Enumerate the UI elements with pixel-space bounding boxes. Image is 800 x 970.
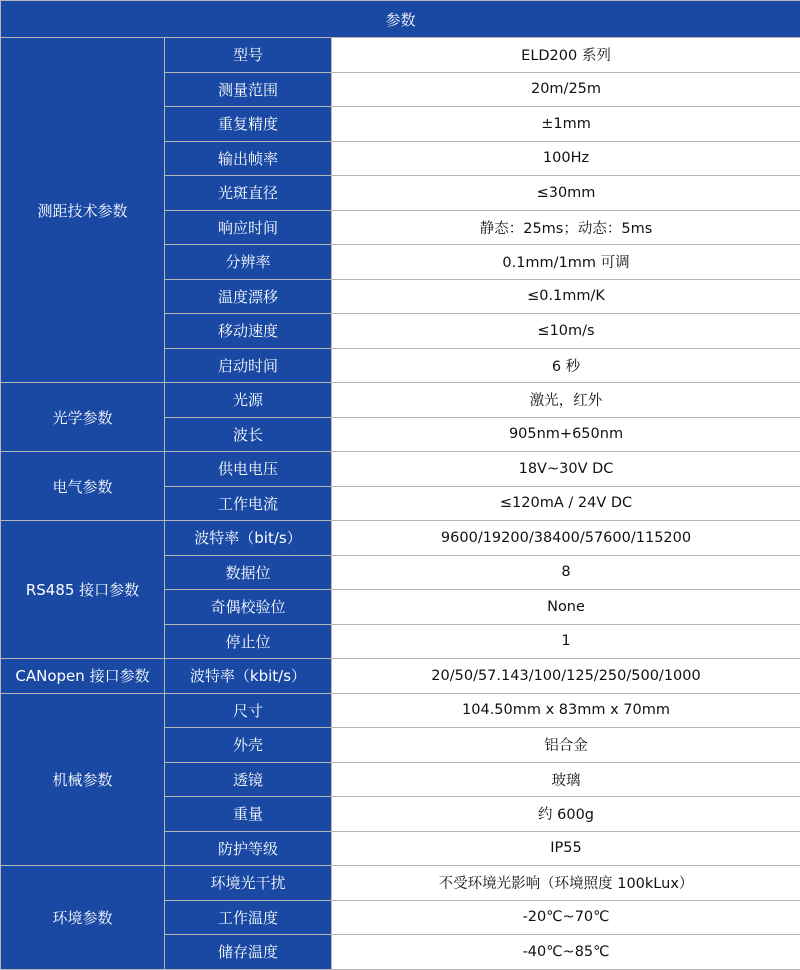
param-name: 重复精度 <box>165 107 332 142</box>
param-name: 波特率（kbit/s） <box>165 659 332 694</box>
group-label: 环境参数 <box>1 866 165 970</box>
param-value: ±1mm <box>332 107 800 142</box>
param-value: 8 <box>332 555 800 590</box>
param-value: 1 <box>332 624 800 659</box>
param-value: 静态：25ms；动态：5ms <box>332 210 800 245</box>
group-label: 测距技术参数 <box>1 38 165 383</box>
spec-table-body <box>1 38 800 970</box>
param-name: 工作温度 <box>165 900 332 935</box>
param-name: 环境光干扰 <box>165 866 332 901</box>
param-name: 温度漂移 <box>165 279 332 314</box>
param-name: 外壳 <box>165 728 332 763</box>
param-value: 铝合金 <box>332 728 800 763</box>
param-value: 激光，红外 <box>332 383 800 418</box>
param-value: 0.1mm/1mm 可调 <box>332 245 800 280</box>
group-label: 机械参数 <box>1 693 165 866</box>
param-name: 数据位 <box>165 555 332 590</box>
group-label: CANopen 接口参数 <box>1 659 165 694</box>
param-name: 输出帧率 <box>165 141 332 176</box>
param-name: 波特率（bit/s） <box>165 521 332 556</box>
param-value: 玻璃 <box>332 762 800 797</box>
param-value: 约 600g <box>332 797 800 832</box>
param-name: 尺寸 <box>165 693 332 728</box>
group-label: 电气参数 <box>1 452 165 521</box>
param-value: 18V~30V DC <box>332 452 800 487</box>
table-row <box>1 452 800 487</box>
param-value: 9600/19200/38400/57600/115200 <box>332 521 800 556</box>
param-value: 20/50/57.143/100/125/250/500/1000 <box>332 659 800 694</box>
param-name: 启动时间 <box>165 348 332 383</box>
param-name: 光斑直径 <box>165 176 332 211</box>
param-name: 储存温度 <box>165 935 332 970</box>
table-header: 参数 <box>1 1 800 38</box>
param-name: 测量范围 <box>165 72 332 107</box>
table-row <box>1 659 800 694</box>
group-label: RS485 接口参数 <box>1 521 165 659</box>
param-value: 104.50mm x 83mm x 70mm <box>332 693 800 728</box>
param-value: 905nm+650nm <box>332 417 800 452</box>
param-name: 供电电压 <box>165 452 332 487</box>
param-value: 100Hz <box>332 141 800 176</box>
param-name: 光源 <box>165 383 332 418</box>
table-row <box>1 866 800 901</box>
param-name: 响应时间 <box>165 210 332 245</box>
table-row <box>1 383 800 418</box>
table-row <box>1 693 800 728</box>
param-value: None <box>332 590 800 625</box>
param-name: 透镜 <box>165 762 332 797</box>
param-name: 型号 <box>165 38 332 73</box>
table-row <box>1 521 800 556</box>
param-name: 波长 <box>165 417 332 452</box>
param-value: ≤120mA / 24V DC <box>332 486 800 521</box>
param-name: 奇偶校验位 <box>165 590 332 625</box>
param-name: 重量 <box>165 797 332 832</box>
group-label: 光学参数 <box>1 383 165 452</box>
param-value: ELD200 系列 <box>332 38 800 73</box>
param-name: 工作电流 <box>165 486 332 521</box>
param-name: 分辨率 <box>165 245 332 280</box>
param-value: 6 秒 <box>332 348 800 383</box>
param-name: 停止位 <box>165 624 332 659</box>
table-row <box>1 38 800 73</box>
param-value: -20℃~70℃ <box>332 900 800 935</box>
param-value: 不受环境光影响（环境照度 100kLux） <box>332 866 800 901</box>
param-value: 20m/25m <box>332 72 800 107</box>
param-value: IP55 <box>332 831 800 866</box>
param-name: 防护等级 <box>165 831 332 866</box>
param-value: ≤0.1mm/K <box>332 279 800 314</box>
param-value: ≤10m/s <box>332 314 800 349</box>
param-value: ≤30mm <box>332 176 800 211</box>
param-name: 移动速度 <box>165 314 332 349</box>
param-value: -40℃~85℃ <box>332 935 800 970</box>
